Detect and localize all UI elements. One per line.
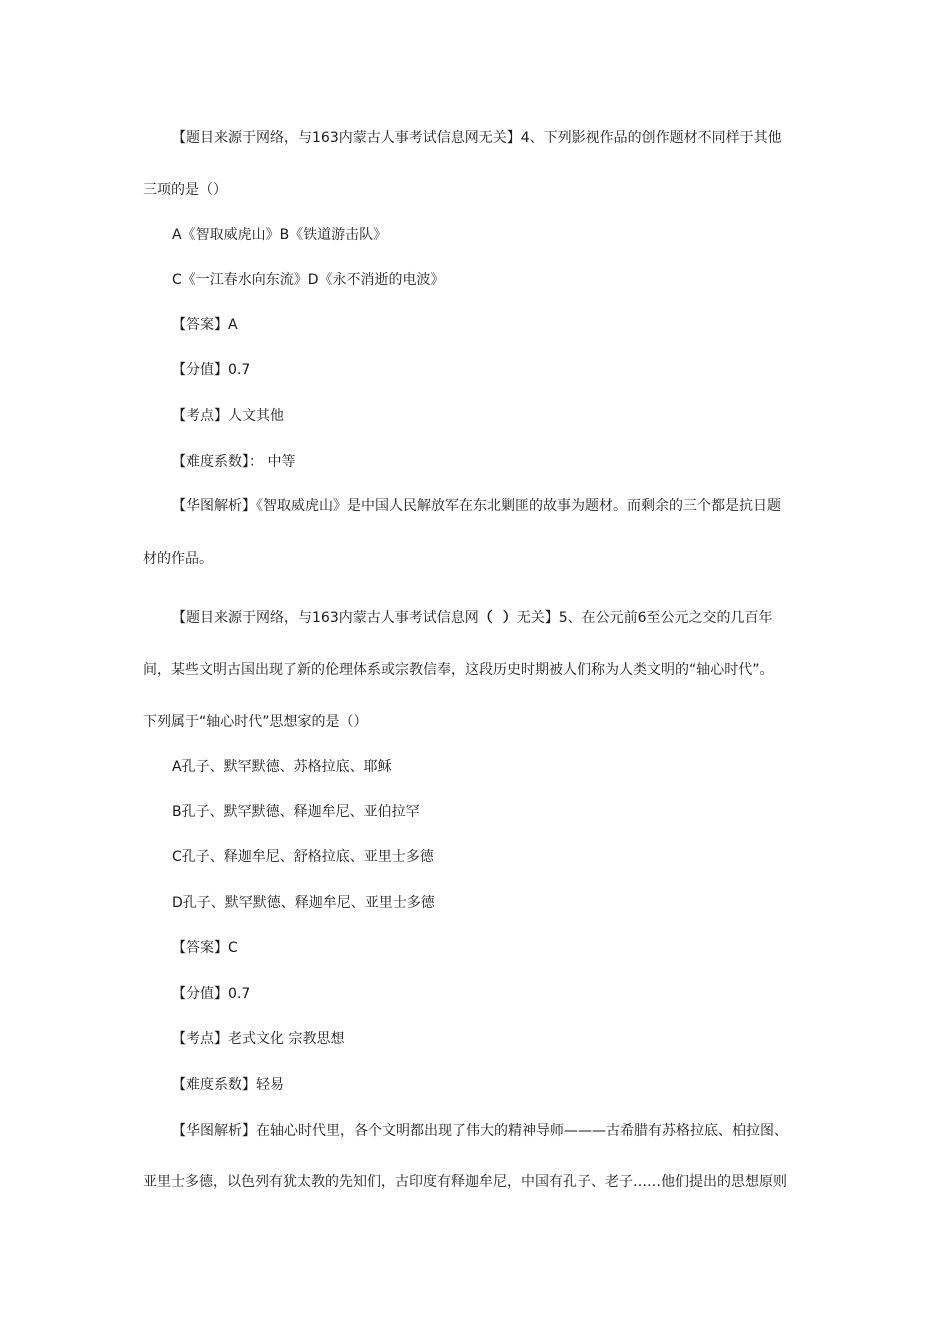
q5-difficulty: 【难度系数】轻易: [172, 1077, 284, 1093]
q4-analysis-line-2: 材的作品。: [143, 551, 213, 567]
q5-analysis-line-1: 【华图解析】在轴心时代里，各个文明都出现了伟大的精神导师———古希腊有苏格拉底、柏拉图、: [172, 1123, 788, 1139]
q4-score: 【分值】0.7: [172, 362, 251, 378]
q5-stem-line-2: 间，某些文明古国出现了新的伦理体系或宗教信奉，这段历史时期被人们称为人类文明的“轴心时代”。: [143, 662, 774, 678]
q5-option-d: D孔子、默罕默德、释迦牟尼、亚里士多德: [172, 895, 435, 911]
q5-option-b: B孔子、默罕默德、释迦牟尼、亚伯拉罕: [172, 804, 420, 820]
q4-point: 【考点】人文其他: [172, 408, 284, 424]
q5-stem-line-1: [172, 608, 773, 628]
q4-options-cd: C《一江春水向东流》D《永不消逝的电波》: [172, 272, 445, 288]
q5-analysis-line-2: 亚里士多德，以色列有犹太教的先知们，古印度有释迦牟尼，中国有孔子、老子……他们提出的思想原则: [143, 1174, 787, 1190]
q4-stem-line-2: 三项的是（）: [143, 182, 227, 198]
q5-answer: 【答案】C: [172, 940, 238, 956]
q5-stem-line-1-part-b: 无关】5、在公元前6至公元之交的几百年: [516, 610, 773, 626]
q4-analysis-line-1: 【华图解析】《智取威虎山》是中国人民解放军在东北剿匪的故事为题材。而剩余的三个都是抗日题: [172, 498, 781, 514]
q5-stem-paren-open: （: [478, 610, 493, 626]
q5-option-c: C孔子、释迦牟尼、舒格拉底、亚里士多德: [172, 849, 434, 865]
q5-stem-paren-close: ）: [502, 610, 517, 626]
q5-score: 【分值】0.7: [172, 986, 251, 1002]
q5-stem-line-3: 下列属于“轴心时代”思想家的是（）: [143, 714, 368, 730]
q4-options-ab: A《智取威虎山》B《铁道游击队》: [172, 227, 388, 243]
q5-option-a: A孔子、默罕默德、苏格拉底、耶稣: [172, 759, 392, 775]
q4-answer: 【答案】A: [172, 317, 238, 333]
q5-stem-line-1-part-a: 【题目来源于网络，与163内蒙古人事考试信息网: [172, 610, 479, 626]
q4-difficulty: 【难度系数】： 中等: [172, 454, 296, 470]
q5-point: 【考点】老式文化 宗教思想: [172, 1031, 345, 1047]
q4-stem-line-1: 【题目来源于网络，与163内蒙古人事考试信息网无关】4、下列影视作品的创作题材不同样于其他: [172, 130, 782, 146]
